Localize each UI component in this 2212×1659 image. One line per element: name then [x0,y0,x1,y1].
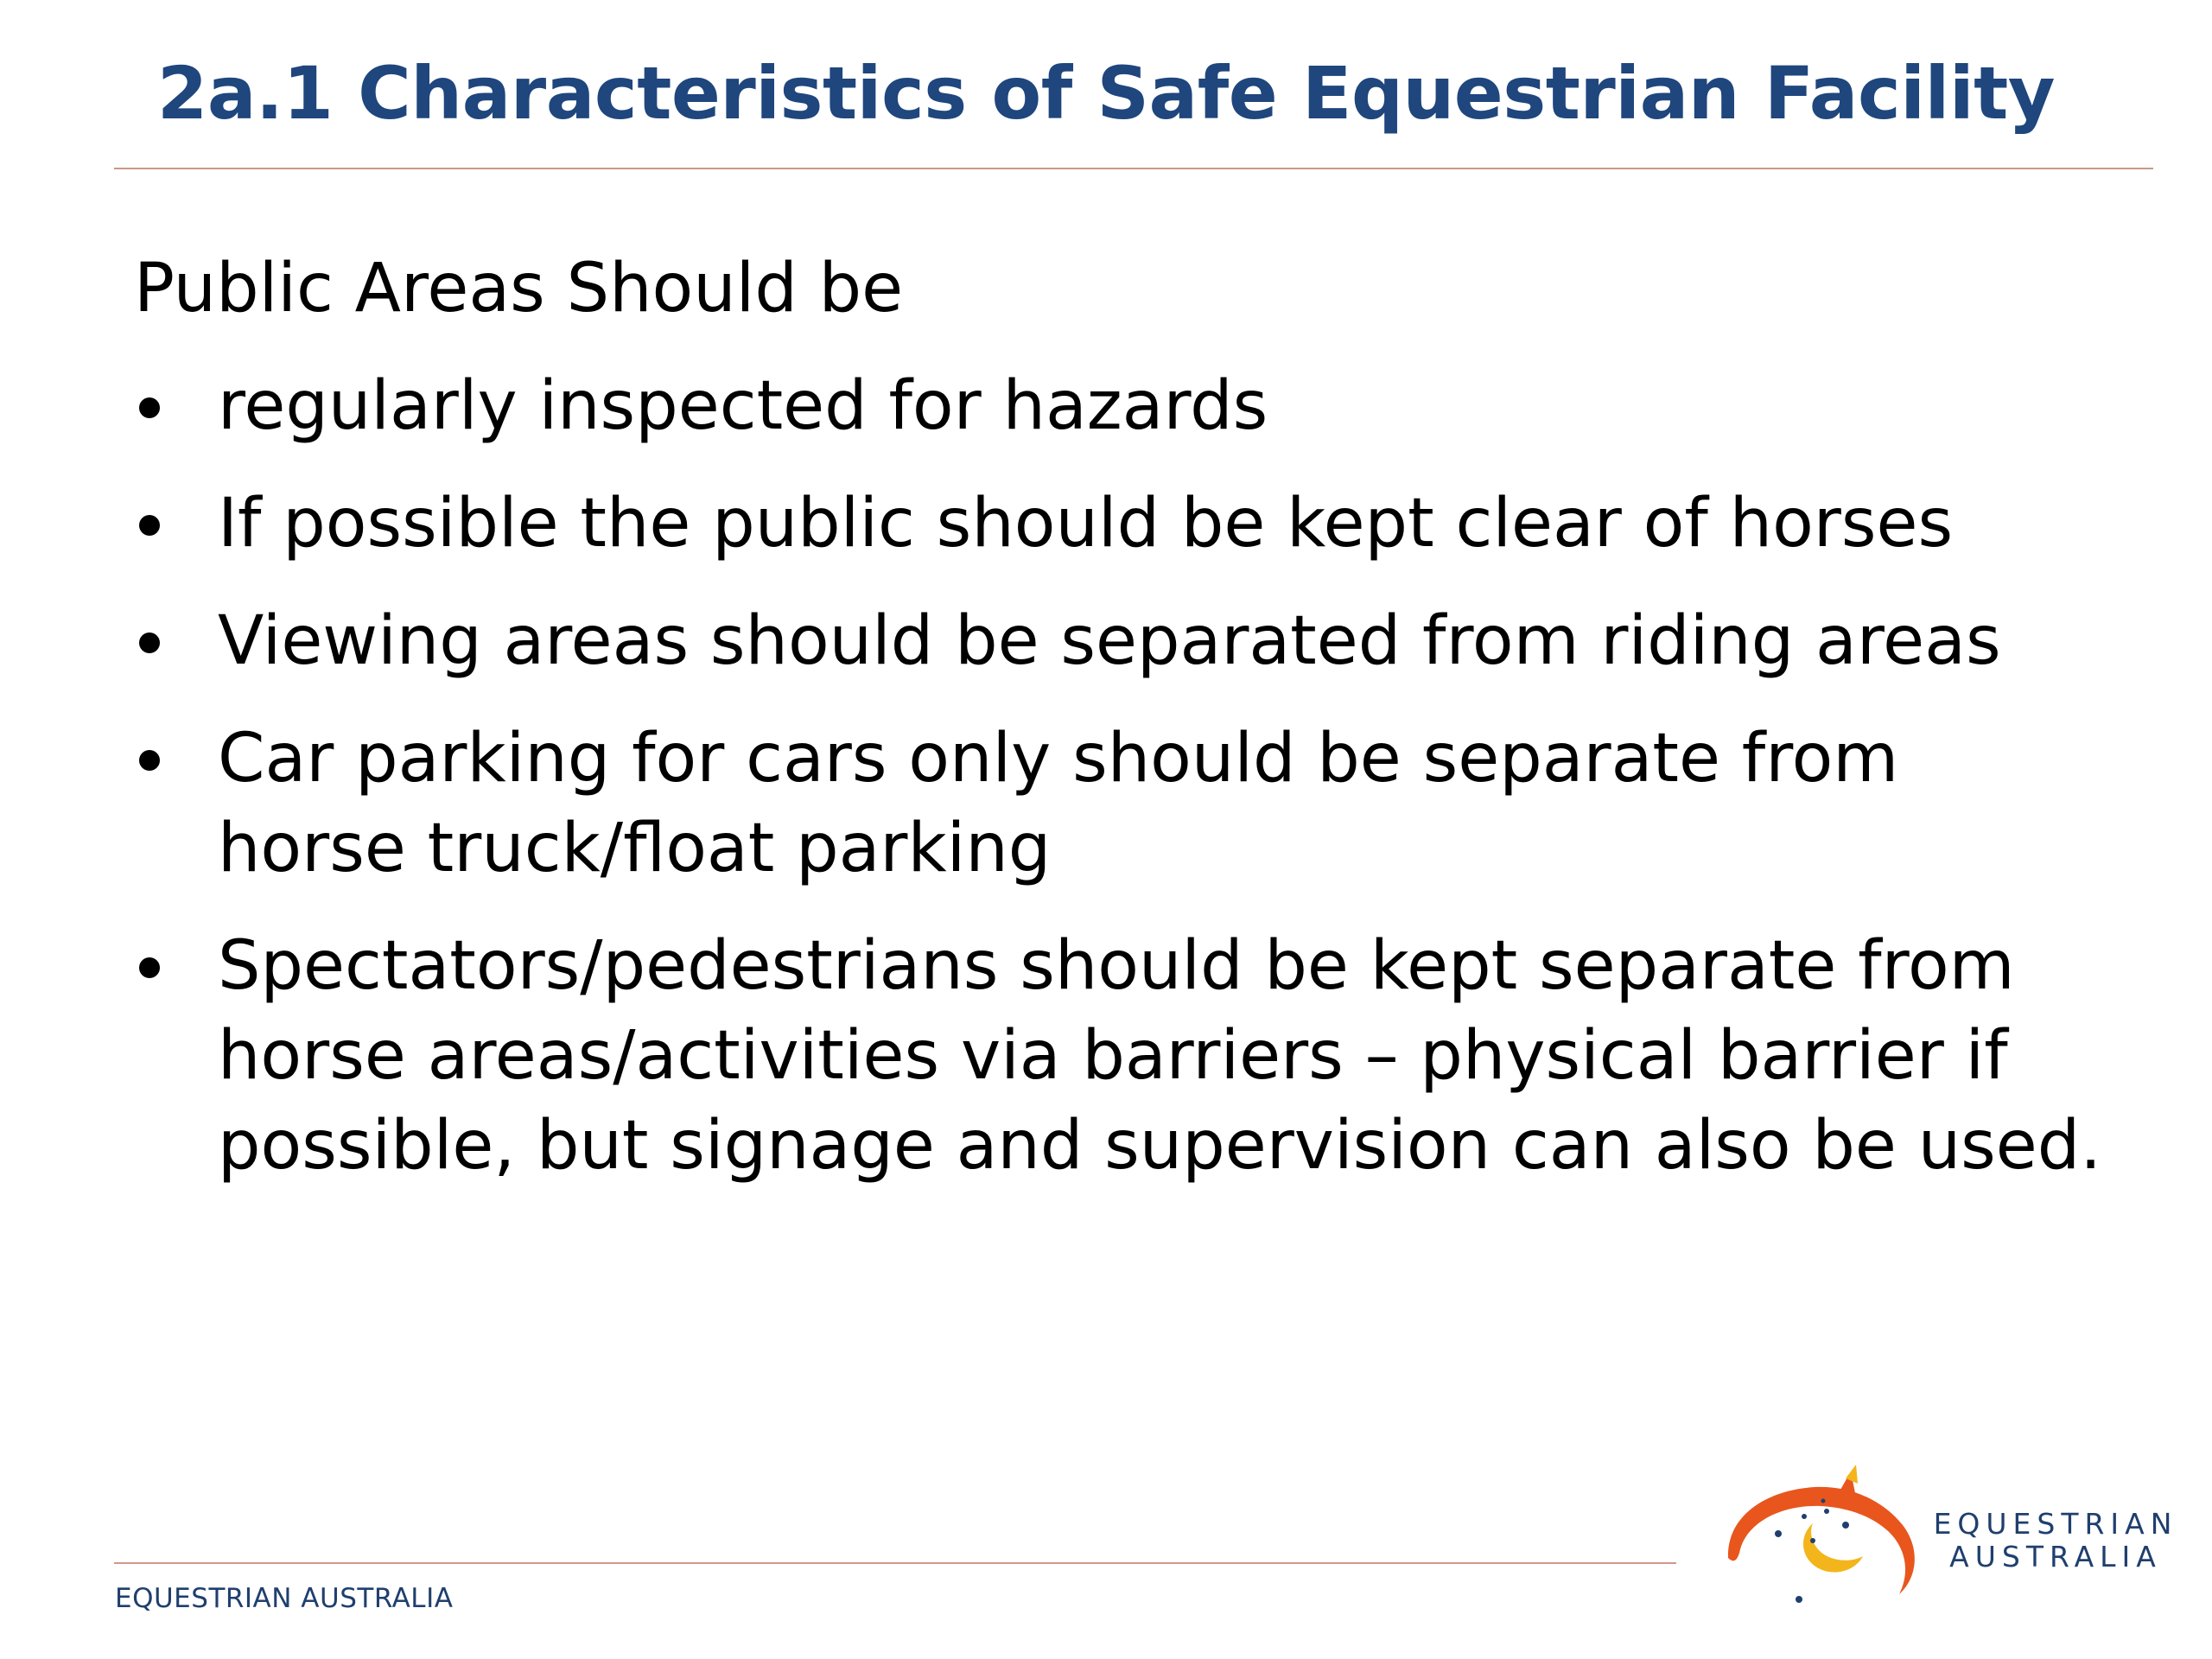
slide-content [134,244,2104,1218]
intro-text: Public Areas Should be [134,250,904,327]
bullet-dot-icon [139,397,160,418]
logo-wordmark [1930,1508,2181,1573]
logo-moon-shape [1803,1523,1863,1573]
bullet-text: Car parking for cars only should be separate from horse truck/float parking [218,720,1899,887]
horse-stars-logo-icon [1719,1456,1927,1605]
logo-line-2: AUSTRALIA [1949,1540,2162,1573]
bullet-text: Viewing areas should be separated from riding areas [218,602,2001,680]
footer-divider [114,1562,1676,1564]
bullet-item [134,596,2104,686]
title-divider [114,168,2153,169]
bullet-dot-icon [139,957,160,978]
bullet-item [134,479,2104,569]
logo-swoosh-shape [1728,1487,1915,1594]
bullet-list [134,361,2104,1191]
bullet-text: If possible the public should be kept clear of horses [218,485,1954,563]
bullet-dot-icon [139,632,160,653]
bullet-text: Spectators/pedestrians should be kept separate from horse areas/activities via barriers – physical barrier if possible, but signage and supervision can also be used. [218,927,2102,1185]
equestrian-australia-logo [1719,1456,2186,1605]
bullet-text: regularly inspected for hazards [218,367,1268,445]
bullet-item [134,714,2104,893]
footer-text: EQUESTRIAN AUSTRALIA [115,1583,454,1614]
logo-line-1: EQUESTRIAN [1933,1507,2178,1541]
bullet-dot-icon [139,515,160,536]
bullet-item [134,921,2104,1191]
bullet-dot-icon [139,750,160,771]
slide-title: 2a.1 Characteristics of Safe Equestrian Facility [156,51,2056,136]
bullet-item [134,361,2104,451]
